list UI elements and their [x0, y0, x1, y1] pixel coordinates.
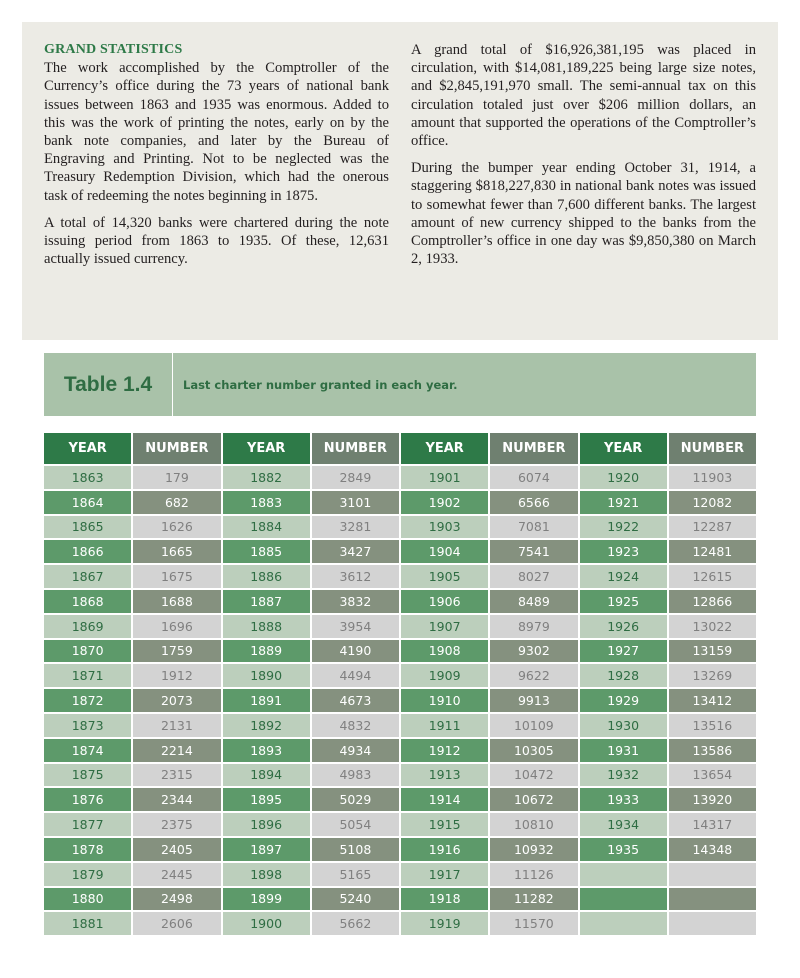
year-cell: 1873: [44, 714, 131, 737]
charter-number-cell: 13516: [669, 714, 756, 737]
year-cell: 1881: [44, 912, 131, 935]
year-cell: 1935: [580, 838, 667, 861]
charter-number-cell: 179: [133, 466, 220, 489]
charter-number-cell: 8489: [490, 590, 577, 613]
year-cell: 1870: [44, 640, 131, 663]
table-row: [44, 813, 756, 836]
charter-number-cell: 7541: [490, 540, 577, 563]
col-header-year: YEAR: [44, 433, 131, 464]
year-cell: 1925: [580, 590, 667, 613]
table-title-band: [44, 353, 756, 416]
charter-number-cell: 1675: [133, 565, 220, 588]
col-header-number: NUMBER: [133, 433, 220, 464]
year-cell: 1893: [223, 739, 310, 762]
year-cell: 1867: [44, 565, 131, 588]
charter-number-cell: 14317: [669, 813, 756, 836]
col-header-year: YEAR: [580, 433, 667, 464]
charter-number-cell: 12287: [669, 516, 756, 539]
charter-number-cell: 2073: [133, 689, 220, 712]
charter-number-cell: 5054: [312, 813, 399, 836]
table-row: [44, 888, 756, 911]
charter-number-cell: 1759: [133, 640, 220, 663]
year-cell: 1932: [580, 764, 667, 787]
charter-number-cell: 3427: [312, 540, 399, 563]
year-cell: 1896: [223, 813, 310, 836]
year-cell: 1903: [401, 516, 488, 539]
year-cell: 1894: [223, 764, 310, 787]
year-cell: 1866: [44, 540, 131, 563]
charter-number-cell: 1696: [133, 615, 220, 638]
year-cell: 1933: [580, 788, 667, 811]
year-cell: 1874: [44, 739, 131, 762]
charter-number-cell: 4832: [312, 714, 399, 737]
charter-number-cell: 2849: [312, 466, 399, 489]
year-cell: [580, 863, 667, 886]
year-cell: 1922: [580, 516, 667, 539]
charter-number-cell: 9622: [490, 664, 577, 687]
charter-number-cell: 4190: [312, 640, 399, 663]
year-cell: 1898: [223, 863, 310, 886]
table-row: [44, 788, 756, 811]
table-header-row: [44, 433, 756, 464]
charter-number-cell: 11570: [490, 912, 577, 935]
year-cell: 1884: [223, 516, 310, 539]
charter-number-cell: 8979: [490, 615, 577, 638]
charter-number-cell: 11282: [490, 888, 577, 911]
left-column: [44, 41, 389, 340]
table-caption: Last charter number granted in each year.: [183, 377, 458, 392]
right-paragraph-2: During the bumper year ending October 31, 1914, a staggering $818,227,830 in national bank notes was issued to somewhat fewer than 7,600 different banks. The largest amount of new currency shipped to the banks from the Comptroller’s office in one day was $9,850,380 on March 2, 1933.: [411, 160, 756, 268]
year-cell: 1883: [223, 491, 310, 514]
charter-number-cell: 13269: [669, 664, 756, 687]
charter-number-cell: 12481: [669, 540, 756, 563]
year-cell: 1895: [223, 788, 310, 811]
year-cell: 1911: [401, 714, 488, 737]
charter-number-cell: 10109: [490, 714, 577, 737]
year-cell: 1926: [580, 615, 667, 638]
charter-number-cell: 10472: [490, 764, 577, 787]
table-row: [44, 863, 756, 886]
charter-number-cell: 6566: [490, 491, 577, 514]
year-cell: 1891: [223, 689, 310, 712]
year-cell: 1875: [44, 764, 131, 787]
year-cell: 1901: [401, 466, 488, 489]
year-cell: 1899: [223, 888, 310, 911]
year-cell: 1923: [580, 540, 667, 563]
charter-number-cell: 10672: [490, 788, 577, 811]
year-cell: 1918: [401, 888, 488, 911]
year-cell: 1865: [44, 516, 131, 539]
charter-number-cell: 8027: [490, 565, 577, 588]
col-header-year: YEAR: [401, 433, 488, 464]
year-cell: 1892: [223, 714, 310, 737]
year-cell: 1930: [580, 714, 667, 737]
charter-number-cell: 14348: [669, 838, 756, 861]
year-cell: 1929: [580, 689, 667, 712]
table-row: [44, 640, 756, 663]
year-cell: 1879: [44, 863, 131, 886]
charter-number-cell: [669, 888, 756, 911]
table-row: [44, 912, 756, 935]
year-cell: 1877: [44, 813, 131, 836]
year-cell: 1880: [44, 888, 131, 911]
charter-number-cell: 5029: [312, 788, 399, 811]
year-cell: 1913: [401, 764, 488, 787]
table-row: [44, 689, 756, 712]
charter-number-cell: 13654: [669, 764, 756, 787]
charter-number-cell: 5240: [312, 888, 399, 911]
charter-number-cell: 3832: [312, 590, 399, 613]
charter-number-cell: 2315: [133, 764, 220, 787]
table-body: [44, 466, 756, 935]
paragraph-text: The work accomplished by the Comptroller of the Currency’s office during the 73 years of national bank issues between 1863 and 1935 was enormous. Added to this was the work of printing the notes, early on by the bank note companies, and later by the Bureau of Engraving and Printing. Not to be neglected was the Treasury Redemption Division, which had the onerous task of redeeming the notes beginning in 1875.: [44, 60, 389, 204]
charter-number-cell: 2375: [133, 813, 220, 836]
year-cell: 1876: [44, 788, 131, 811]
left-paragraph-2: A total of 14,320 banks were chartered during the note issuing period from 1863 to 1935. Of these, 12,631 actually issued currency.: [44, 214, 389, 268]
year-cell: [580, 912, 667, 935]
charter-number-cell: 11126: [490, 863, 577, 886]
year-cell: 1889: [223, 640, 310, 663]
charter-number-cell: [669, 912, 756, 935]
table-row: [44, 838, 756, 861]
year-cell: 1890: [223, 664, 310, 687]
charter-number-cell: 3612: [312, 565, 399, 588]
charter-number-cell: 4934: [312, 739, 399, 762]
left-paragraph-1: [44, 41, 389, 205]
year-cell: 1864: [44, 491, 131, 514]
table-row: [44, 615, 756, 638]
year-cell: 1917: [401, 863, 488, 886]
year-cell: 1916: [401, 838, 488, 861]
charter-number-cell: 11903: [669, 466, 756, 489]
table-row: [44, 714, 756, 737]
charter-number-cell: 2606: [133, 912, 220, 935]
table-row: [44, 739, 756, 762]
table-row: [44, 590, 756, 613]
year-cell: 1887: [223, 590, 310, 613]
year-cell: 1914: [401, 788, 488, 811]
charter-number-cell: [669, 863, 756, 886]
right-paragraph-1: A grand total of $16,926,381,195 was placed in circulation, with $14,081,189,225 being large size notes, and $2,845,191,970 small. The semi-annual tax on this circulation totaled just over $206 million dollars, an amount that supported the operations of the Comptroller’s office.: [411, 42, 756, 150]
charter-number-cell: 2498: [133, 888, 220, 911]
table-row: [44, 516, 756, 539]
year-cell: 1900: [223, 912, 310, 935]
charter-number-cell: 10932: [490, 838, 577, 861]
year-cell: 1921: [580, 491, 667, 514]
year-cell: 1869: [44, 615, 131, 638]
year-cell: 1878: [44, 838, 131, 861]
col-header-number: NUMBER: [490, 433, 577, 464]
year-cell: 1871: [44, 664, 131, 687]
charter-number-cell: 4983: [312, 764, 399, 787]
charter-number-cell: 4673: [312, 689, 399, 712]
year-cell: 1907: [401, 615, 488, 638]
year-cell: 1915: [401, 813, 488, 836]
charter-number-cell: 12866: [669, 590, 756, 613]
year-cell: 1934: [580, 813, 667, 836]
grand-statistics-box: [22, 22, 778, 340]
year-cell: 1919: [401, 912, 488, 935]
table-row: [44, 565, 756, 588]
year-cell: 1888: [223, 615, 310, 638]
charter-number-cell: 5108: [312, 838, 399, 861]
year-cell: 1897: [223, 838, 310, 861]
year-cell: 1928: [580, 664, 667, 687]
charter-number-cell: 7081: [490, 516, 577, 539]
year-cell: 1920: [580, 466, 667, 489]
charter-number-cell: 13022: [669, 615, 756, 638]
year-cell: 1905: [401, 565, 488, 588]
charter-number-cell: 3281: [312, 516, 399, 539]
year-cell: 1909: [401, 664, 488, 687]
charter-number-cell: 13412: [669, 689, 756, 712]
charter-number-cell: 3954: [312, 615, 399, 638]
charter-number-cell: 1626: [133, 516, 220, 539]
year-cell: 1902: [401, 491, 488, 514]
charter-number-cell: 2131: [133, 714, 220, 737]
year-cell: 1927: [580, 640, 667, 663]
charter-table: [42, 431, 758, 937]
charter-number-cell: 13920: [669, 788, 756, 811]
year-cell: 1908: [401, 640, 488, 663]
charter-number-cell: 1665: [133, 540, 220, 563]
year-cell: 1904: [401, 540, 488, 563]
table-row: [44, 491, 756, 514]
charter-number-cell: 2214: [133, 739, 220, 762]
col-header-year: YEAR: [223, 433, 310, 464]
year-cell: 1931: [580, 739, 667, 762]
year-cell: [580, 888, 667, 911]
col-header-number: NUMBER: [669, 433, 756, 464]
table-row: [44, 764, 756, 787]
charter-number-cell: 9913: [490, 689, 577, 712]
year-cell: 1912: [401, 739, 488, 762]
year-cell: 1924: [580, 565, 667, 588]
table-number: Table 1.4: [44, 353, 173, 416]
charter-number-cell: 9302: [490, 640, 577, 663]
charter-number-cell: 2445: [133, 863, 220, 886]
right-column: [411, 41, 756, 340]
year-cell: 1863: [44, 466, 131, 489]
charter-number-cell: 12615: [669, 565, 756, 588]
section-heading: GRAND STATISTICS: [44, 42, 183, 57]
table-row: [44, 466, 756, 489]
year-cell: 1885: [223, 540, 310, 563]
col-header-number: NUMBER: [312, 433, 399, 464]
charter-number-cell: 682: [133, 491, 220, 514]
charter-number-cell: 1688: [133, 590, 220, 613]
year-cell: 1868: [44, 590, 131, 613]
charter-number-cell: 13586: [669, 739, 756, 762]
year-cell: 1886: [223, 565, 310, 588]
charter-number-cell: 2405: [133, 838, 220, 861]
year-cell: 1882: [223, 466, 310, 489]
table-row: [44, 540, 756, 563]
charter-number-cell: 10305: [490, 739, 577, 762]
charter-number-cell: 6074: [490, 466, 577, 489]
charter-number-cell: 10810: [490, 813, 577, 836]
year-cell: 1872: [44, 689, 131, 712]
charter-number-cell: 5165: [312, 863, 399, 886]
charter-number-cell: 1912: [133, 664, 220, 687]
charter-number-cell: 5662: [312, 912, 399, 935]
year-cell: 1910: [401, 689, 488, 712]
charter-number-cell: 13159: [669, 640, 756, 663]
charter-number-cell: 2344: [133, 788, 220, 811]
table-row: [44, 664, 756, 687]
year-cell: 1906: [401, 590, 488, 613]
charter-number-cell: 12082: [669, 491, 756, 514]
charter-number-cell: 4494: [312, 664, 399, 687]
charter-number-cell: 3101: [312, 491, 399, 514]
